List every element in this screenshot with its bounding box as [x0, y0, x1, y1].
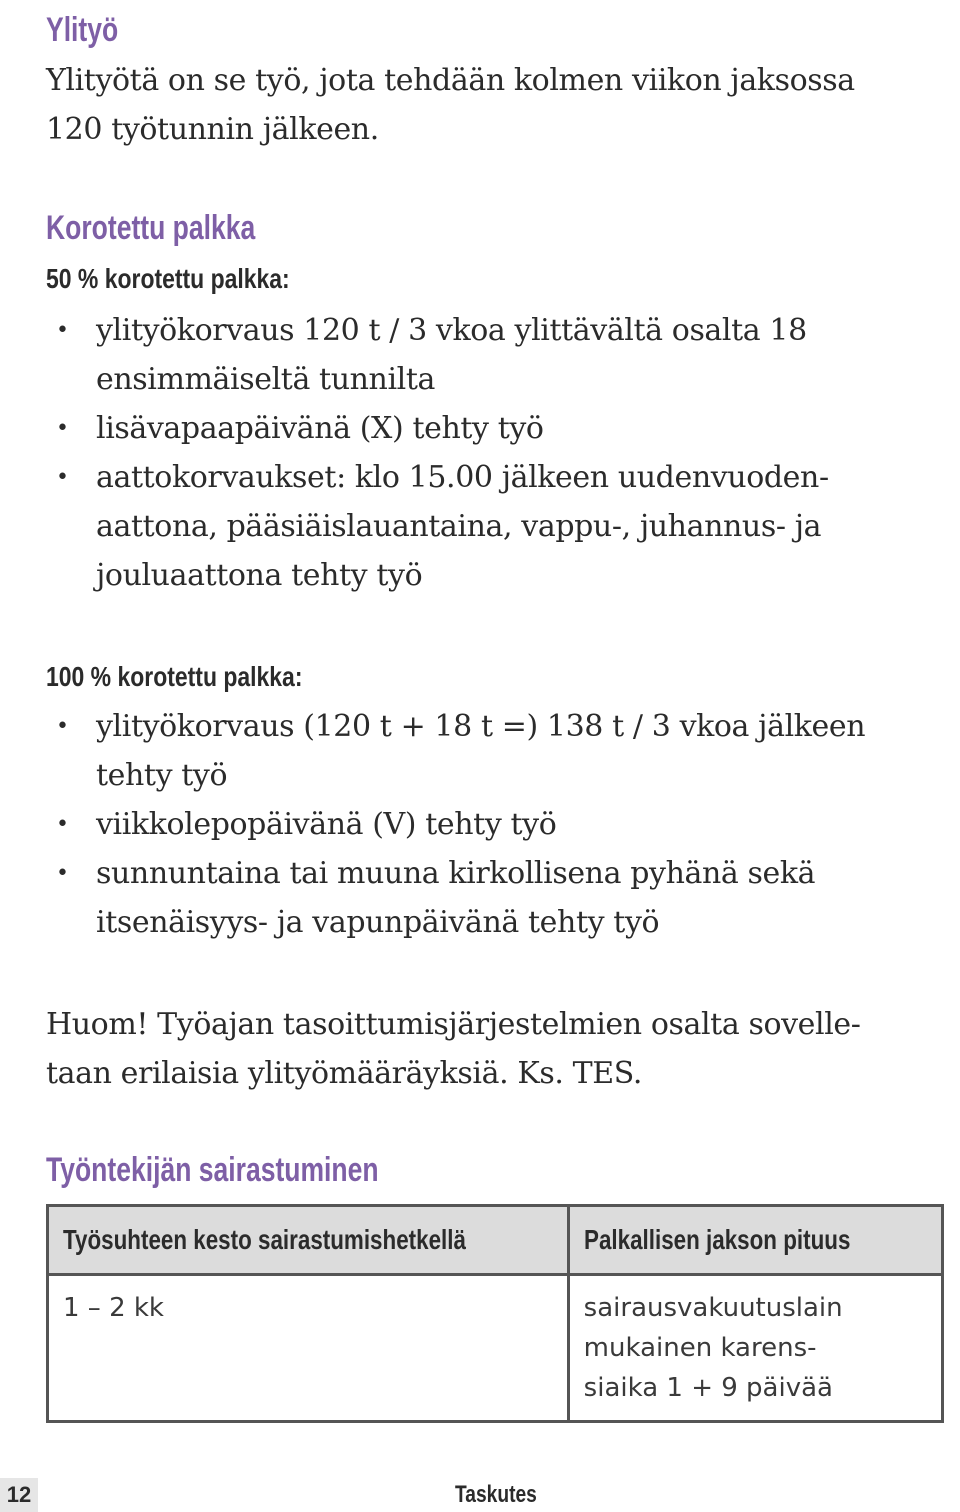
list-item	[46, 404, 829, 453]
note-line: taan erilaisia ylityömääräyksiä. Ks. TES.	[46, 1056, 642, 1091]
bullet-icon: •	[56, 416, 69, 441]
subheading-fifty-percent: 50 % korotettu palkka:	[46, 263, 290, 294]
list-item	[46, 702, 865, 800]
bullet-icon: •	[56, 318, 69, 343]
list-item-line: ylityökorvaus 120 t / 3 vkoa ylittävältä osalta 18	[96, 313, 807, 348]
section-title-sickness: Työntekijän sairastuminen	[46, 1151, 379, 1189]
list-item-line: jouluaattona tehty työ	[96, 558, 423, 593]
cell-duration: 1 – 2 kk	[48, 1275, 569, 1422]
list-item	[46, 453, 829, 600]
sickness-table	[46, 1204, 944, 1423]
bullet-icon: •	[56, 465, 69, 490]
list-item-line: lisävapaapäivänä (X) tehty työ	[96, 411, 544, 446]
column-header-label: Palkallisen jakson pituus	[583, 1224, 851, 1255]
note-line: Huom! Työajan tasoittumisjärjestelmien osalta sovelle-	[46, 1007, 861, 1042]
column-header-label: Työsuhteen kesto sairastumishetkellä	[63, 1224, 466, 1255]
overtime-line: 120 työtunnin jälkeen.	[46, 112, 379, 147]
column-header-duration	[48, 1206, 569, 1275]
list-item	[46, 306, 829, 404]
cell-line: sairausvakuutuslain	[583, 1293, 843, 1323]
table-row	[48, 1275, 943, 1422]
hundred-percent-list	[46, 702, 865, 947]
overtime-line: Ylityötä on se työ, jota tehdään kolmen viikon jaksossa	[46, 63, 855, 98]
section-title-raised-pay: Korotettu palkka	[46, 209, 256, 247]
publication-name: Taskutes	[455, 1481, 537, 1508]
page-number: 12	[0, 1478, 38, 1512]
list-item-line: aattokorvaukset: klo 15.00 jälkeen uudenvuoden-	[96, 460, 829, 495]
bullet-icon: •	[56, 812, 69, 837]
subheading-hundred-percent: 100 % korotettu palkka:	[46, 661, 303, 692]
list-item	[46, 849, 865, 947]
column-header-period	[568, 1206, 942, 1275]
cell-line: siaika 1 + 9 päivää	[583, 1373, 833, 1403]
list-item-line: aattona, pääsiäislauantaina, vappu-, juhannus- ja	[96, 509, 822, 544]
fifty-percent-list	[46, 306, 829, 600]
list-item-line: ensimmäiseltä tunnilta	[96, 362, 436, 397]
cell-period	[568, 1275, 942, 1422]
table-header-row	[48, 1206, 943, 1275]
overtime-text	[46, 56, 855, 154]
note-text	[46, 1000, 861, 1098]
list-item-line: sunnuntaina tai muuna kirkollisena pyhänä sekä	[96, 856, 816, 891]
section-title-overtime: Ylityö	[46, 11, 119, 49]
list-item-line: itsenäisyys- ja vapunpäivänä tehty työ	[96, 905, 660, 940]
list-item	[46, 800, 865, 849]
bullet-icon: •	[56, 714, 69, 739]
list-item-line: viikkolepopäivänä (V) tehty työ	[96, 807, 557, 842]
bullet-icon: •	[56, 861, 69, 886]
list-item-line: ylityökorvaus (120 t + 18 t =) 138 t / 3 vkoa jälkeen	[96, 709, 866, 744]
cell-line: mukainen karens-	[583, 1333, 817, 1363]
list-item-line: tehty työ	[96, 758, 228, 793]
